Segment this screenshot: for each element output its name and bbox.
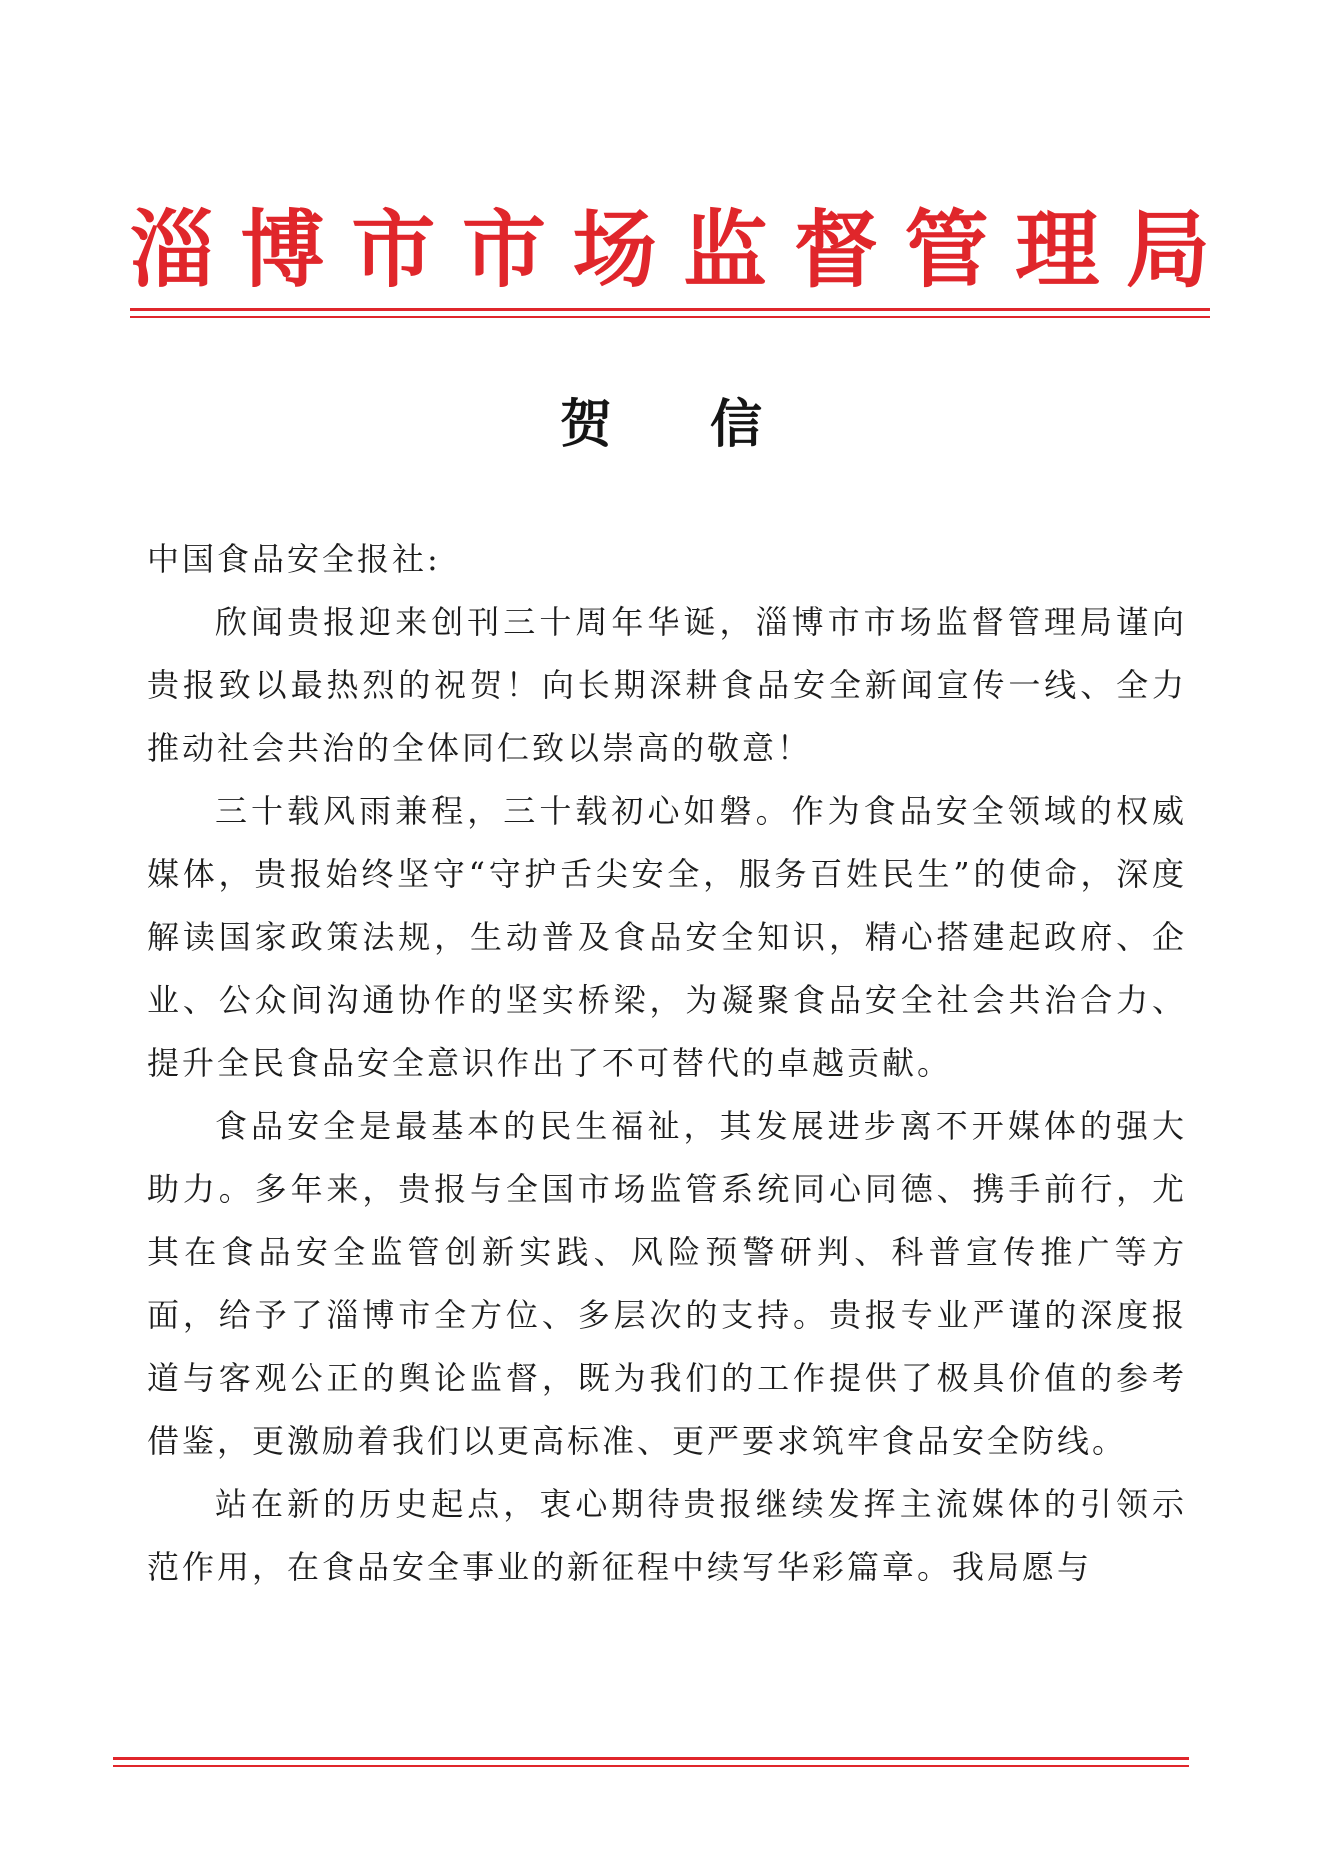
letterhead-char: 市 [461, 200, 546, 299]
footer-rule-thin [113, 1765, 1189, 1767]
letter-body [147, 528, 1187, 1599]
document-title: 贺 信 [559, 394, 803, 455]
letterhead-char: 淄 [130, 200, 215, 299]
paragraph: 站在新的历史起点，衷心期待贵报继续发挥主流媒体的引领示范作用，在食品安全事业的新征程中续写华彩篇章。我局愿与 [147, 1485, 1187, 1586]
letterhead-char: 场 [572, 200, 657, 299]
letterhead-rule-thin [130, 316, 1210, 318]
letterhead-char: 博 [240, 200, 325, 299]
salutation: 中国食品安全报社: [147, 540, 441, 578]
paragraph: 三十载风雨兼程，三十载初心如磐。作为食品安全领域的权威媒体，贵报始终坚守“守护舌尖安全，服务百姓民生”的使命，深度解读国家政策法规，生动普及食品安全知识，精心搭建起政府、企业、公众间沟通协作的坚实桥梁，为凝聚食品安全社会共治合力、提升全民食品安全意识作出了不可替代的卓越贡献。 [147, 792, 1187, 1082]
letterhead-char: 督 [793, 200, 878, 299]
letterhead-char: 监 [683, 200, 768, 299]
letterhead-char: 局 [1125, 200, 1210, 299]
paragraph: 欣闻贵报迎来创刊三十周年华诞，淄博市市场监督管理局谨向贵报致以最热烈的祝贺！向长期深耕食品安全新闻宣传一线、全力推动社会共治的全体同仁致以崇高的敬意！ [147, 603, 1187, 767]
paragraph: 食品安全是最基本的民生福祉，其发展进步离不开媒体的强大助力。多年来，贵报与全国市场监管系统同心同德、携手前行，尤其在食品安全监管创新实践、风险预警研判、科普宣传推广等方面，给予了淄博市全方位、多层次的支持。贵报专业严谨的深度报道与客观公正的舆论监督，既为我们的工作提供了极具价值的参考借鉴，更激励着我们以更高标准、更严要求筑牢食品安全防线。 [147, 1107, 1187, 1460]
letterhead-char: 理 [1015, 200, 1100, 299]
letterhead-rule-thick [130, 308, 1210, 311]
letterhead-org-name [130, 195, 1210, 305]
letterhead-char: 市 [351, 200, 436, 299]
letterhead-char: 管 [904, 200, 989, 299]
footer-rule-thick [113, 1757, 1189, 1760]
